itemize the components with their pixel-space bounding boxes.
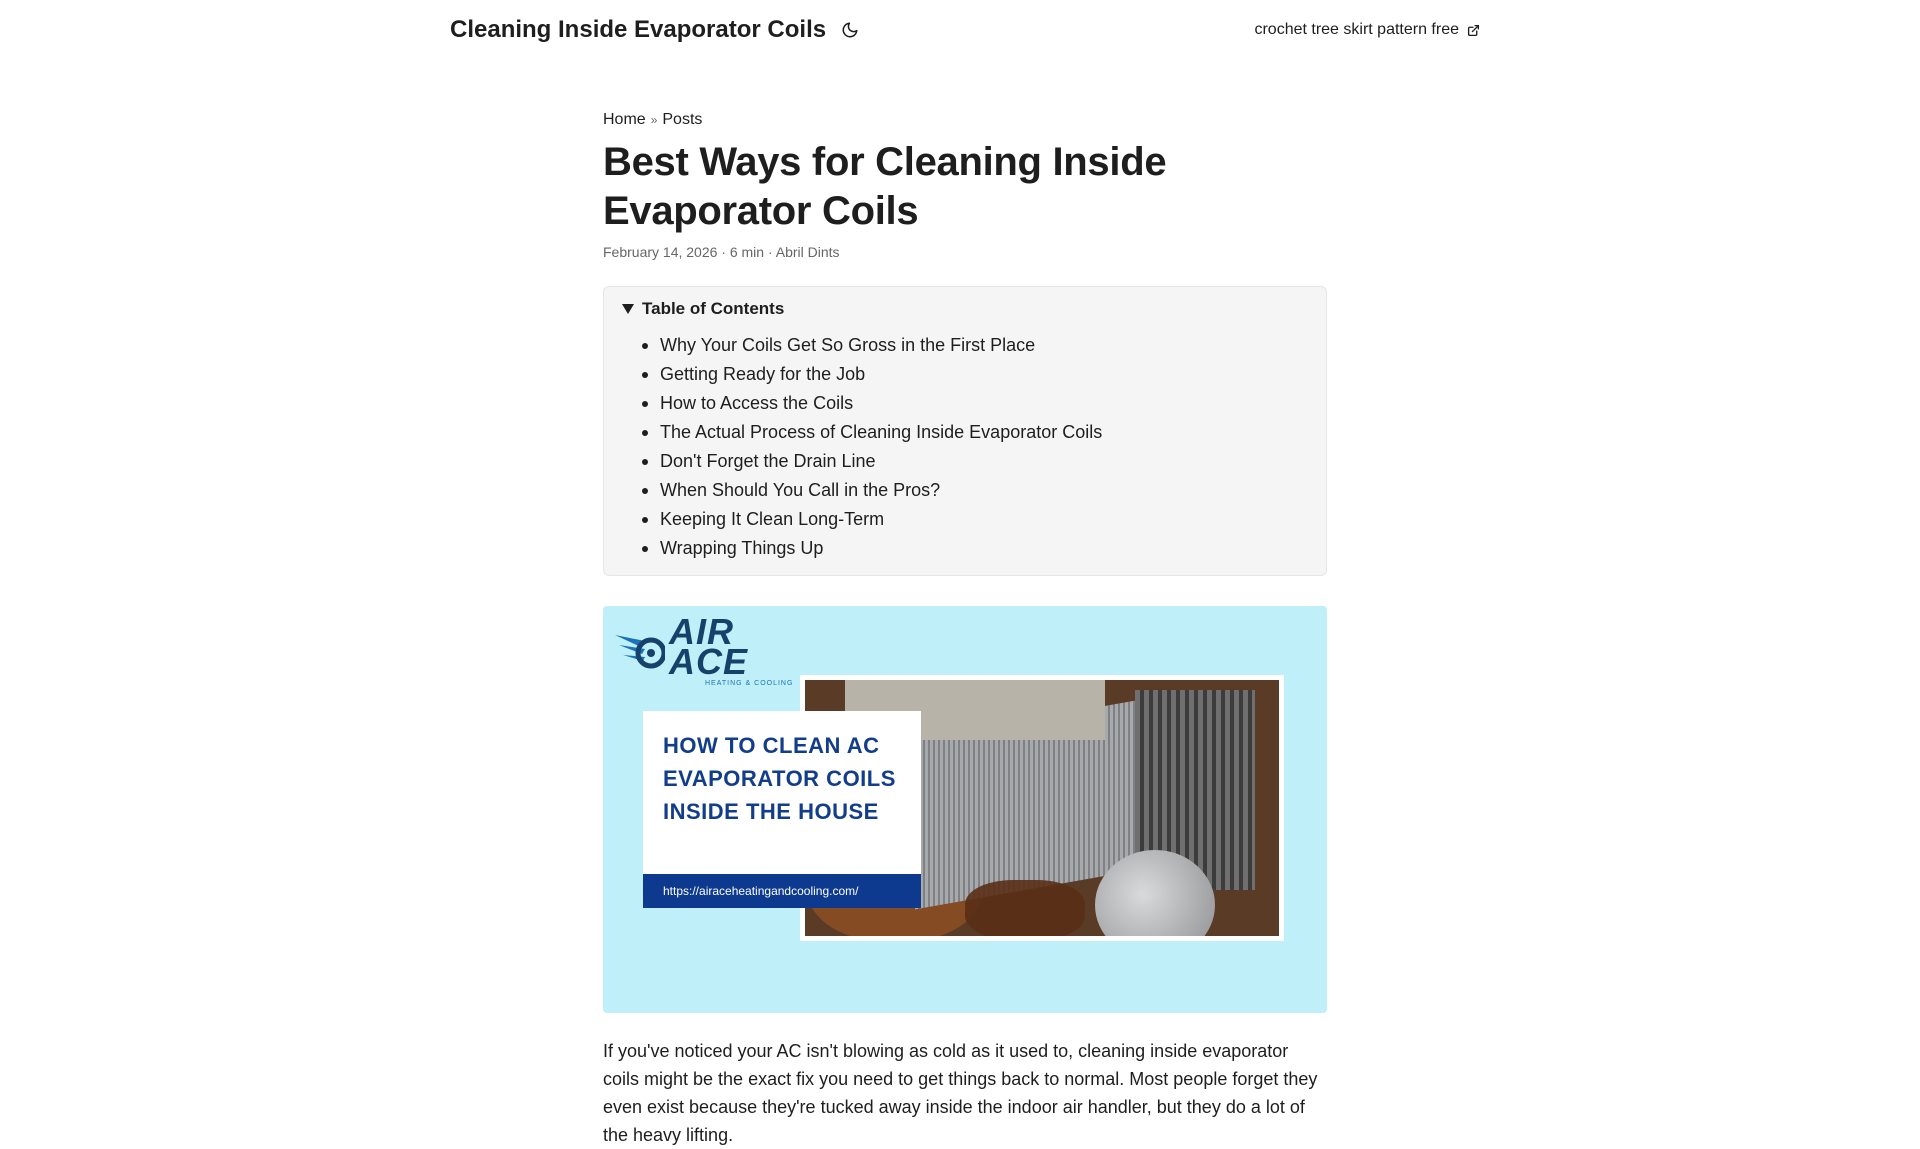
toc-toggle[interactable]: [622, 297, 1308, 321]
external-link-icon: [1467, 24, 1480, 37]
toc-link[interactable]: Getting Ready for the Job: [660, 364, 866, 384]
gauge-wing-icon: [615, 625, 665, 677]
caption-title: HOW TO CLEAN AC EVAPORATOR COILS INSIDE THE HOUSE: [663, 733, 896, 824]
brand-subtitle: HEATING & COOLING: [705, 680, 794, 687]
site-header: [450, 0, 1480, 60]
cover-image: [603, 606, 1327, 1013]
toc-item: [642, 360, 1308, 389]
toc-link[interactable]: Keeping It Clean Long-Term: [660, 509, 885, 529]
brand-line-air: AIR: [669, 611, 734, 652]
site-title-link[interactable]: Cleaning Inside Evaporator Coils: [450, 16, 827, 43]
breadcrumb-home[interactable]: Home: [603, 111, 646, 128]
moon-icon[interactable]: [840, 20, 860, 40]
toc-link[interactable]: Don't Forget the Drain Line: [660, 451, 876, 471]
toc-item: [642, 534, 1308, 563]
breadcrumb: [603, 108, 1327, 132]
breadcrumb-separator: »: [650, 113, 658, 127]
post-main: [603, 108, 1327, 1149]
toc-link[interactable]: When Should You Call in the Pros?: [660, 480, 941, 500]
toc-link[interactable]: Why Your Coils Get So Gross in the First Place: [660, 335, 1036, 355]
brand-line-ace: ACE: [669, 641, 749, 682]
toc-item: [642, 476, 1308, 505]
toc-item: [642, 505, 1308, 534]
logo-wrap: [450, 16, 860, 44]
toc-item: [642, 389, 1308, 418]
toc-item: [642, 331, 1308, 360]
toc-link[interactable]: The Actual Process of Cleaning Inside Evaporator Coils: [660, 422, 1103, 442]
external-link-label: crochet tree skirt pattern free: [1254, 21, 1459, 38]
brand-text: [669, 611, 794, 687]
caption-url: https://airaceheatingandcooling.com/: [643, 874, 921, 908]
table-of-contents: [603, 286, 1327, 576]
toc-item: [642, 418, 1308, 447]
breadcrumb-posts[interactable]: Posts: [662, 111, 703, 128]
post-title: Best Ways for Cleaning Inside Evaporator Coils: [603, 140, 1167, 233]
brand-logo: [615, 611, 794, 687]
toc-link[interactable]: How to Access the Coils: [660, 393, 854, 413]
toc-link[interactable]: Wrapping Things Up: [660, 538, 824, 558]
post-meta: February 14, 2026 · 6 min · Abril Dints: [603, 244, 840, 260]
triangle-down-icon: [622, 304, 634, 314]
external-link[interactable]: [1254, 21, 1480, 39]
toc-item: [642, 447, 1308, 476]
toc-summary-label: Table of Contents: [642, 299, 785, 318]
caption-card: [643, 711, 921, 874]
toc-list: [622, 331, 1308, 563]
intro-paragraph: If you've noticed your AC isn't blowing as cold as it used to, cleaning inside evaporator coils might be the exact fix you need to get things back to normal. Most people forget they even exist because they're tucked away inside the indoor air handler, but they do a lot of the heavy lifting.: [603, 1041, 1318, 1145]
